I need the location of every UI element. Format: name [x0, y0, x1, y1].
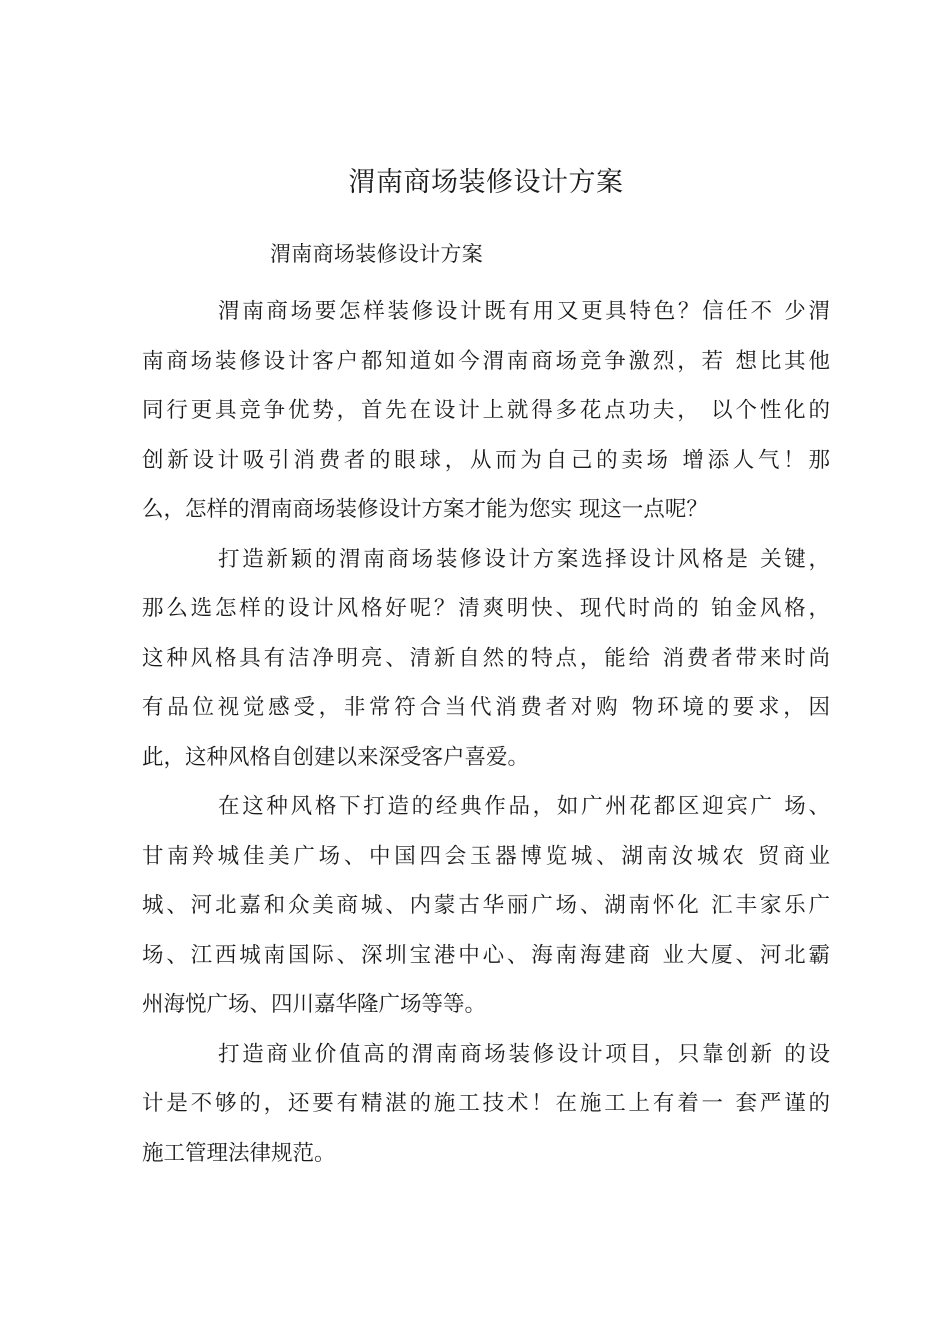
- paragraph-line: 同行更具竞争优势，首先在设计上就得多花点功夫， 以个性化的: [142, 398, 830, 423]
- paragraph-4: [142, 1030, 830, 1179]
- paragraph-line: 计是不够的，还要有精湛的施工技术！在施工上有着一 套严谨的: [142, 1091, 830, 1116]
- paragraph-1: [142, 287, 830, 535]
- paragraph-line: 此，这种风格自创建以来深受客户喜爱。: [142, 744, 530, 770]
- document-body: [142, 287, 830, 1178]
- paragraph-line: 南商场装修设计客户都知道如今渭南商场竞争激烈，若 想比其他: [142, 348, 830, 374]
- paragraph-line: 这种风格具有洁净明亮、清新自然的特点，能给 消费者带来时尚: [142, 645, 830, 671]
- paragraph-line: 打造新颖的渭南商场装修设计方案选择设计风格是 关键，: [218, 546, 830, 572]
- paragraph-line: 那么选怎样的设计风格好呢？清爽明快、现代时尚的 铂金风格，: [142, 596, 830, 621]
- document-title: 渭南商场装修设计方案: [348, 167, 624, 198]
- paragraph-line: 渭南商场要怎样装修设计既有用又更具特色？信任不 少渭: [218, 299, 830, 324]
- paragraph-line: 甘南羚城佳美广场、中国四会玉器博览城、湖南汝城农 贸商业: [142, 843, 830, 869]
- paragraph-line: 施工管理法律规范。: [142, 1140, 336, 1166]
- document-subtitle: 渭南商场装修设计方案: [270, 242, 483, 266]
- paragraph-line: 打造商业价值高的渭南商场装修设计项目，只靠创新 的设: [218, 1041, 830, 1067]
- paragraph-line: 有品位视觉感受，非常符合当代消费者对购 物环境的要求，因: [142, 695, 830, 720]
- paragraph-line: 创新设计吸引消费者的眼球，从而为自己的卖场 增添人气！那: [142, 447, 830, 473]
- paragraph-line: 城、河北嘉和众美商城、内蒙古华丽广场、湖南怀化 汇丰家乐广: [142, 893, 830, 918]
- paragraph-2: [142, 535, 830, 783]
- paragraph-line: 在这种风格下打造的经典作品，如广州花都区迎宾广 场、: [218, 794, 830, 819]
- paragraph-line: 么，怎样的渭南商场装修设计方案才能为您实 现这一点呢？: [142, 497, 708, 522]
- paragraph-3: [142, 782, 830, 1030]
- paragraph-line: 州海悦广场、四川嘉华隆广场等等。: [142, 992, 487, 1017]
- paragraph-line: 场、江西城南国际、深圳宝港中心、海南海建商 业大厦、河北霸: [142, 942, 830, 968]
